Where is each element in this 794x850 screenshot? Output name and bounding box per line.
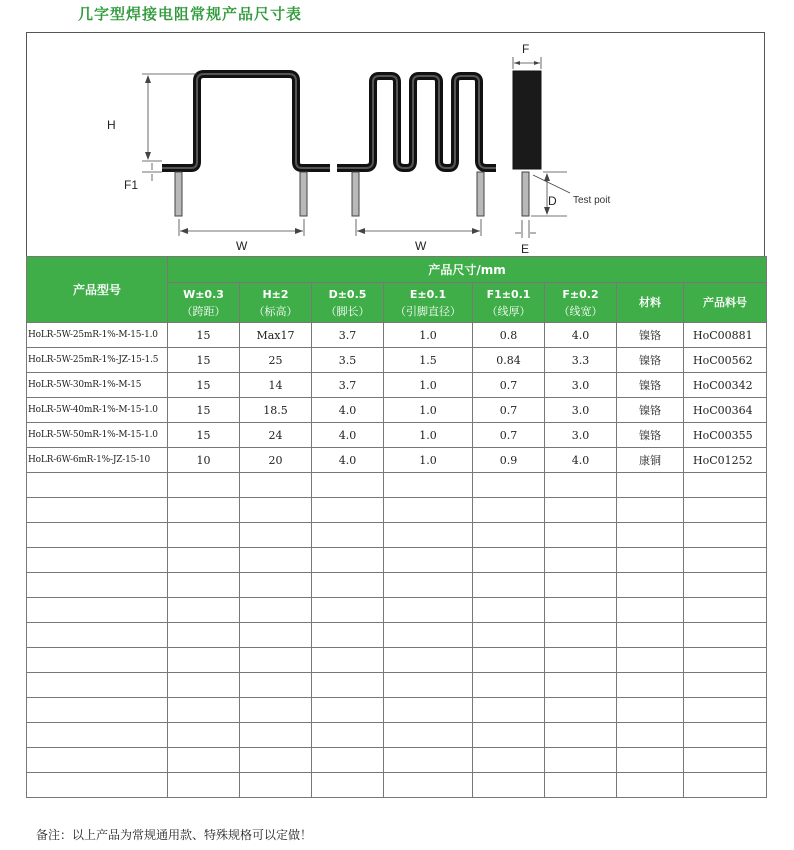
header-h: H±2 （标高） [240,283,312,323]
w-dimension-right [356,219,481,236]
empty-row [27,698,767,723]
test-point-label: Test poit [573,195,611,206]
footnote: 备注：以上产品为常规通用款、特殊规格可以定做！ [36,828,313,842]
cell-e: 1.0 [384,373,473,398]
cell-model: HoLR-5W-25mR-1%-JZ-15-1.5 [27,348,168,373]
cell-code: HoC00364 [684,398,767,423]
cell-w: 15 [168,423,240,448]
cell-e: 1.0 [384,398,473,423]
cell-h: 24 [240,423,312,448]
f-label: F [522,42,530,56]
cell-code: HoC00881 [684,323,767,348]
header-f1: F1±0.1 （线厚） [473,283,545,323]
empty-row [27,523,767,548]
serpentine-resistor [337,76,496,216]
empty-row [27,648,767,673]
table-row [27,373,767,398]
empty-row [27,548,767,573]
cell-model: HoLR-5W-25mR-1%-M-15-1.0 [27,323,168,348]
cell-e: 1.0 [384,448,473,473]
cell-w: 15 [168,398,240,423]
header-code: 产品料号 [684,283,767,323]
cell-material: 镍铬 [617,423,684,448]
cell-w: 10 [168,448,240,473]
cell-d: 3.5 [312,348,384,373]
empty-row [27,673,767,698]
dimension-drawing [26,32,765,256]
single-bridge-resistor [162,74,330,216]
cell-model: HoLR-5W-30mR-1%-M-15 [27,373,168,398]
cell-material: 镍铬 [617,323,684,348]
cell-h: 20 [240,448,312,473]
table-row [27,448,767,473]
h-label: H [107,118,116,132]
cell-f1: 0.7 [473,373,545,398]
cell-f: 3.0 [545,373,617,398]
cell-d: 3.7 [312,323,384,348]
page-title: 几字型焊接电阻常规产品尺寸表 [78,5,303,23]
cell-f: 4.0 [545,448,617,473]
d-label: D [548,194,557,208]
cell-h: 14 [240,373,312,398]
header-model: 产品型号 [27,257,168,323]
empty-row [27,773,767,798]
cell-f: 3.0 [545,423,617,448]
cell-e: 1.0 [384,423,473,448]
empty-row [27,498,767,523]
cell-code: HoC00342 [684,373,767,398]
w-label-right: W [415,239,427,253]
empty-row [27,723,767,748]
cell-material: 镍铬 [617,398,684,423]
cell-material: 镍铬 [617,373,684,398]
cell-code: HoC00562 [684,348,767,373]
table-row [27,423,767,448]
resistor-diagram [27,33,766,257]
table-row [27,323,767,348]
empty-row [27,623,767,648]
cell-code: HoC01252 [684,448,767,473]
cell-model: HoLR-5W-40mR-1%-M-15-1.0 [27,398,168,423]
cell-f1: 0.8 [473,323,545,348]
w-label-left: W [236,239,248,253]
cell-f: 3.3 [545,348,617,373]
e-label: E [521,242,530,256]
cell-w: 15 [168,348,240,373]
header-e: E±0.1 （引脚直径） [384,283,473,323]
cell-f: 3.0 [545,398,617,423]
header-material: 材料 [617,283,684,323]
cell-d: 4.0 [312,423,384,448]
cell-model: HoLR-5W-50mR-1%-M-15-1.0 [27,423,168,448]
spec-table [26,256,767,798]
table-row [27,348,767,373]
cell-f: 4.0 [545,323,617,348]
empty-row [27,573,767,598]
cell-h: 25 [240,348,312,373]
cell-e: 1.5 [384,348,473,373]
cell-material: 康铜 [617,448,684,473]
cell-f1: 0.7 [473,398,545,423]
empty-row [27,598,767,623]
cell-e: 1.0 [384,323,473,348]
cell-h: Max17 [240,323,312,348]
table-row [27,398,767,423]
empty-row [27,748,767,773]
cell-material: 镍铬 [617,348,684,373]
empty-row [27,473,767,498]
cell-w: 15 [168,373,240,398]
header-w: W±0.3 （跨距） [168,283,240,323]
side-view [513,57,570,238]
w-dimension-left [179,219,304,236]
cell-f1: 0.9 [473,448,545,473]
cell-f1: 0.7 [473,423,545,448]
cell-model: HoLR-6W-6mR-1%-JZ-15-10 [27,448,168,473]
cell-w: 15 [168,323,240,348]
cell-d: 4.0 [312,398,384,423]
f1-label: F1 [124,178,139,192]
cell-h: 18.5 [240,398,312,423]
header-dimensions: 产品尺寸/mm [168,257,767,283]
cell-f1: 0.84 [473,348,545,373]
header-d: D±0.5 （脚长） [312,283,384,323]
cell-d: 4.0 [312,448,384,473]
header-f: F±0.2 （线宽） [545,283,617,323]
cell-code: HoC00355 [684,423,767,448]
cell-d: 3.7 [312,373,384,398]
